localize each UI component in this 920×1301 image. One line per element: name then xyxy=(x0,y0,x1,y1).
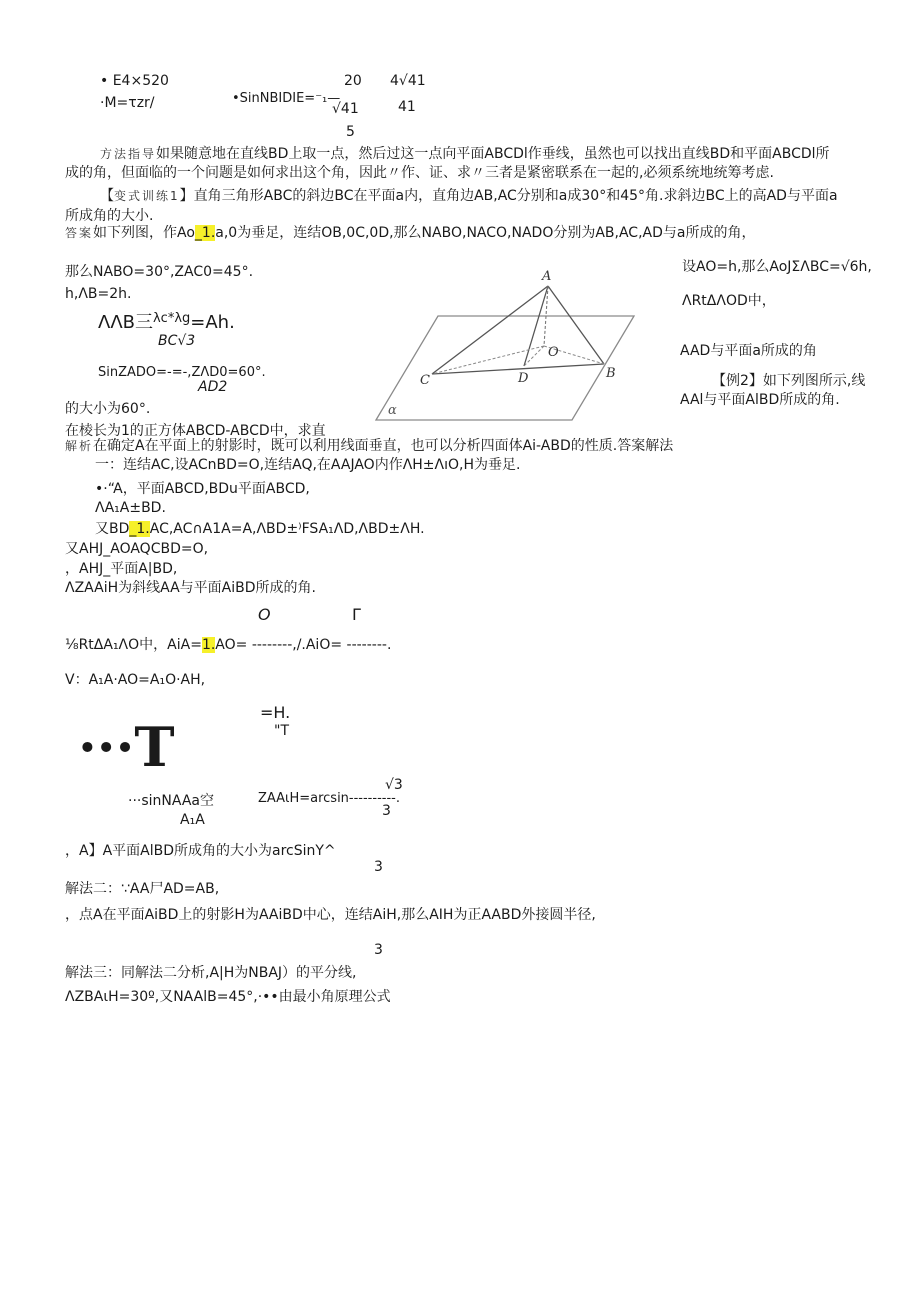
denom-3-b: 3 xyxy=(374,859,383,875)
eq-h: =H. xyxy=(260,703,291,722)
ratio-lhs: ΛΛB三 xyxy=(98,312,153,333)
answer-line xyxy=(65,224,755,242)
answer-text-b: a,0为垂足，连结OB,0C,0D,那么NABO,NACO,NADO分别为AB,AC,AD与a所成的角， xyxy=(215,225,756,241)
geometry-figure xyxy=(372,262,638,424)
solution2-line-2: ，点A在平面AiBD上的射影H为AAiBD中心，连结AiH,那么AIH为正AABD外接圆半径, xyxy=(65,907,596,923)
analysis-text: 在确定A在平面上的射影时，既可以利用线面垂直，也可以分析四面体Ai-ABD的性质.答案解法 xyxy=(93,438,674,454)
variant-training-label: 变式训练1 xyxy=(114,189,180,203)
solution-line-1: 那么NABO=30°,ZAC0=45°. xyxy=(65,264,254,280)
right-line-2: ΛRtΔΛOD中， xyxy=(682,293,776,309)
numerator-4-root41: 4√41 xyxy=(390,73,426,89)
highlight-mark: _1. xyxy=(129,521,150,537)
example2-heading: 【例2】如下列图所示,线 xyxy=(712,373,866,389)
ad2: AD2 xyxy=(198,379,228,395)
method1-line-2: •·“A，平面ABCD,BDu平面ABCD, xyxy=(95,481,310,497)
denominator-5: 5 xyxy=(346,124,355,140)
solution3-line-2: ΛZBAιH=30º,又NAAlB=45°,·••由最小角原理公式 xyxy=(65,989,391,1005)
segment-ac xyxy=(432,286,548,374)
eq-t: "T xyxy=(274,723,289,739)
formula-line-1: • E4×520 xyxy=(100,73,169,89)
denom-3-c: 3 xyxy=(374,942,383,958)
method1-line-6: ，AHJ_平面A|BD, xyxy=(65,561,178,577)
solution3-line-1: 解法三：同解法二分析,A|H为NBAJ）的平分线, xyxy=(65,965,357,981)
bc-root3: BC√3 xyxy=(158,333,196,349)
denominator-41: 41 xyxy=(398,99,416,115)
solution2-line-1: 解法二：∵AA尸AD=AB, xyxy=(65,881,220,897)
variant-bracket: 【 xyxy=(100,188,114,204)
method1-line-9: V：A₁A·AO=A₁O·AH, xyxy=(65,672,206,688)
large-fragment: ···T xyxy=(78,715,175,779)
m4-text-a: 又BD xyxy=(95,521,130,537)
example2-stem-end: AAl与平面AlBD所成的角. xyxy=(680,392,840,408)
conclusion-line: ，A】A平面AlBD所成角的大小为arcSinY^ xyxy=(65,843,336,859)
formula-line-2: ·M=τzr/ xyxy=(100,95,155,111)
m8-text-b: AO= --------,/.AiO= --------. xyxy=(215,637,392,653)
variant-training-text-1: 】直角三角形ABC的斜边BC在平面a内，直角边AB,AC分别和a成30°和45°角.求斜边BC上的高AD与平面a xyxy=(179,188,838,204)
label-d: D xyxy=(518,371,529,386)
highlight-mark: 1. xyxy=(201,637,216,653)
example2-stem: 在棱长为1的正方体ABCD-ABCD中，求直 xyxy=(65,423,326,439)
method1-line-3: ΛA₁A±BD. xyxy=(95,500,166,516)
label-c: C xyxy=(420,373,430,388)
solution-line-3 xyxy=(98,310,235,332)
m8-text-a: ⅛RtΔA₁ΛO中，AiA= xyxy=(65,637,202,653)
analysis-line xyxy=(65,437,673,455)
method1-line-7: ΛZAAiH为斜线AA与平面AiBD所成的角. xyxy=(65,580,316,596)
frac-o: O xyxy=(258,605,271,624)
method-guide-label: 方法指导 xyxy=(100,147,157,161)
variant-training-line-1 xyxy=(100,187,838,205)
root3: √3 xyxy=(385,777,403,793)
ratio-sup: λc*λg xyxy=(152,311,191,326)
label-a: A xyxy=(542,269,552,284)
sin-expression: •SinNBIDIE=⁻₁— xyxy=(232,91,341,106)
solution-line-2: h,ΛB=2h. xyxy=(65,286,132,302)
label-o: O xyxy=(548,345,559,360)
label-alpha: α xyxy=(388,403,397,418)
segment-oc xyxy=(432,346,544,374)
label-b: B xyxy=(606,366,616,381)
sin-naa: ···sinNAAa空 xyxy=(128,793,215,809)
root41: √41 xyxy=(332,101,359,117)
answer-label: 答案 xyxy=(65,226,94,240)
solution-line-result: 的大小为60°. xyxy=(65,401,151,417)
right-line-3: AAD与平面a所成的角 xyxy=(680,343,817,359)
a1a-denominator: A₁A xyxy=(180,812,205,828)
variant-training-line-2: 所成角的大小. xyxy=(65,208,154,224)
right-line-1: 设AO=h,那么AoJΣΛBC=√6h, xyxy=(682,259,872,275)
method-guide-text-1: 如果随意地在直线BD上取一点，然后过这一点向平面ABCDl作垂线，虽然也可以找出直线BD和平面ABCDl所 xyxy=(156,146,830,162)
highlight-mark: _1. xyxy=(194,225,216,241)
method-guide-line-1 xyxy=(100,145,830,163)
method1-line-4 xyxy=(95,520,425,538)
answer-text-a: 如下列图，作Ao xyxy=(93,225,195,241)
numerator-20: 20 xyxy=(344,73,362,89)
analysis-label: 解析 xyxy=(65,439,94,453)
denom-3-a: 3 xyxy=(382,803,391,819)
method1-line-8 xyxy=(65,636,391,654)
frac-gamma: Γ xyxy=(352,605,361,624)
method1-line-5: 又AHJ_AOAQCBD=O, xyxy=(65,541,209,557)
plane-alpha xyxy=(376,316,634,420)
method-guide-line-2: 成的角，但面临的一个问题是如何求出这个角，因此〃作、证、求〃三者是紧密联系在一起的,必须系统地统筹考虑. xyxy=(65,165,774,181)
method1-line-1: 一：连结AC,设ACnBD=O,连结AQ,在AAJAO内作ΛH±ΛıO,H为垂足. xyxy=(95,457,521,473)
m4-text-b: AC,AC∩A1A=A,ΛBD±⁾FSA₁ΛD,ΛBD±ΛH. xyxy=(149,521,425,537)
solution-line-sin: SinZADO=-=-,ZΛD0=60°. xyxy=(98,365,266,380)
ratio-rhs: =Ah. xyxy=(190,312,235,333)
arcsin-expression: ZAAιH=arcsin----------. xyxy=(258,791,400,806)
